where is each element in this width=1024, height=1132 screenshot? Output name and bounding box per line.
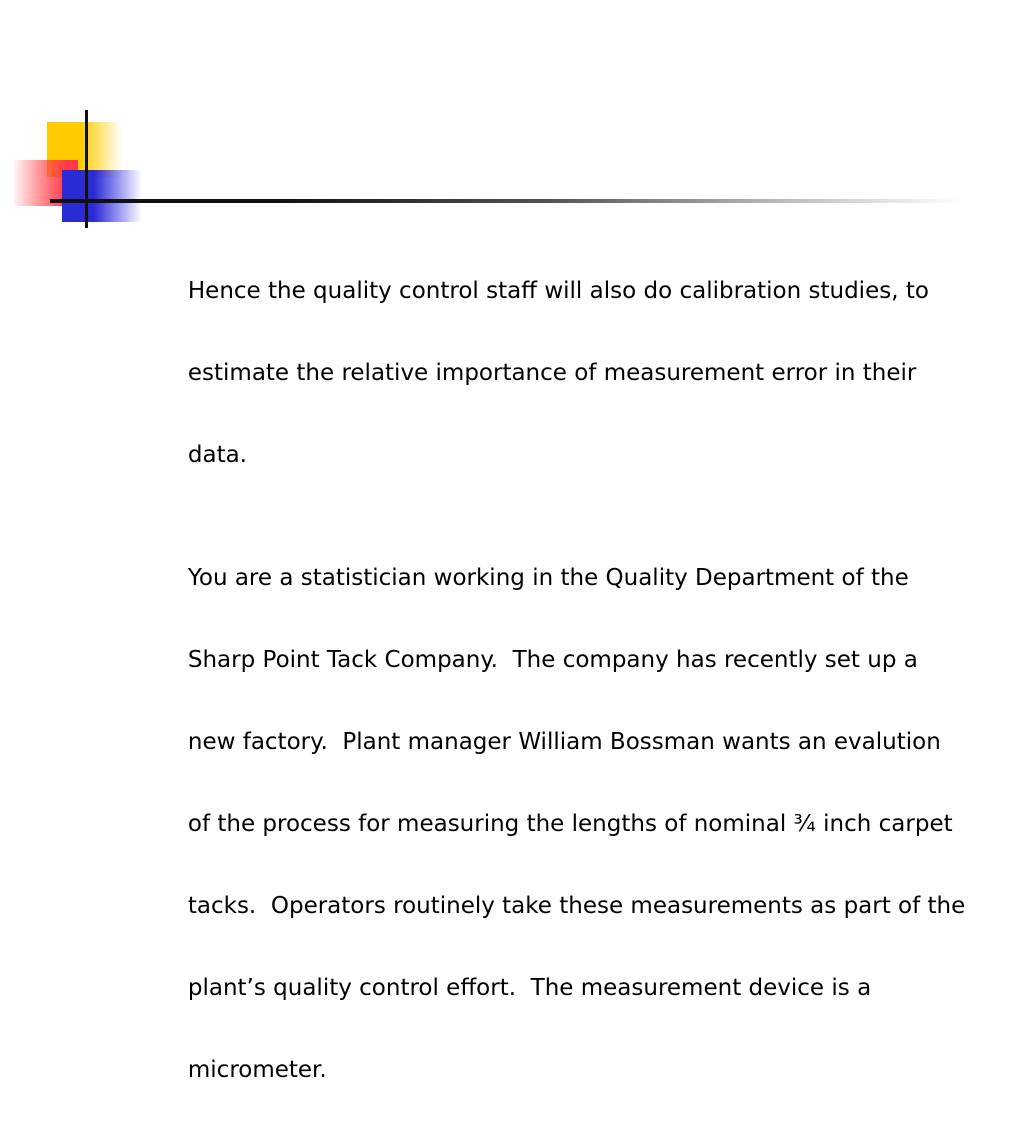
- text-line: Sharp Point Tack Company. The company has recently set up a: [187, 647, 918, 673]
- vertical-rule: [85, 110, 88, 228]
- blue-square-decoration: [62, 170, 142, 222]
- paragraph-1: [144, 230, 1004, 517]
- text-line: new factory. Plant manager William Bossman wants an evalution: [187, 729, 941, 755]
- text-line: of the process for measuring the lengths of nominal ¾ inch carpet: [187, 811, 953, 837]
- slide-body: [144, 230, 1004, 1132]
- text-line: estimate the relative importance of measurement error in their: [187, 360, 917, 386]
- text-line: micrometer.: [187, 1057, 327, 1083]
- text-line: You are a statistician working in the Quality Department of the: [187, 565, 909, 591]
- horizontal-rule: [50, 199, 965, 203]
- text-line: tacks. Operators routinely take these measurements as part of the: [187, 893, 966, 919]
- paragraph-2: [144, 517, 1004, 1132]
- text-line: plant’s quality control effort. The measurement device is a: [187, 975, 872, 1001]
- text-line: data.: [187, 442, 247, 468]
- text-line: Hence the quality control staff will also do calibration studies, to: [187, 278, 929, 304]
